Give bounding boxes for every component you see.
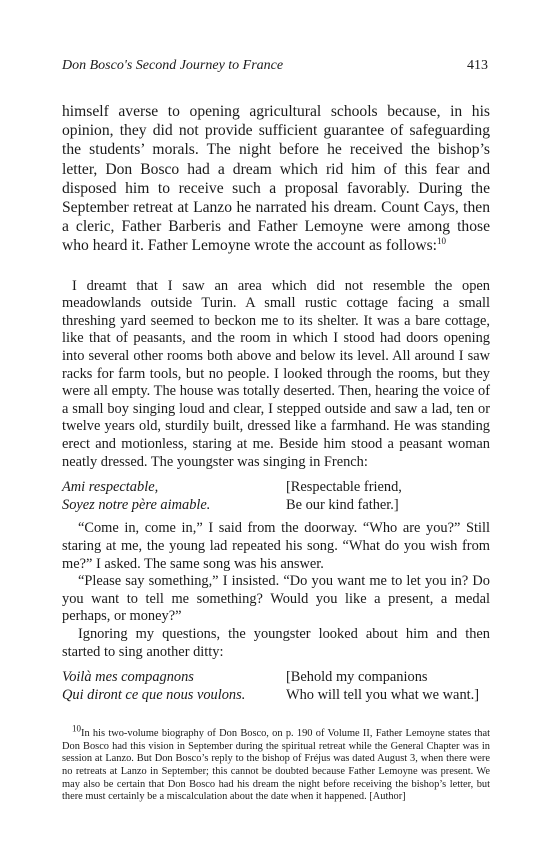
dream-paragraph-4: Ignoring my questions, the youngster looked about him and then started to sing another ditty: — [62, 625, 490, 660]
running-header — [62, 58, 490, 76]
verse-french-line: Voilà mes compagnons — [62, 669, 194, 686]
verse-french-line: Ami respectable, — [62, 479, 159, 496]
body-paragraph — [62, 102, 490, 256]
main-text — [62, 102, 490, 256]
dream-paragraph-3: “Please say something,” I insisted. “Do you want me to let you in? Do you want to tell me something? Would you like a present, a medal perhaps, or money?” — [62, 573, 490, 625]
page-number: 413 — [467, 58, 488, 73]
verse-english-line: Who will tell you what we want.] — [286, 686, 480, 703]
book-page — [62, 58, 490, 804]
verse-block-2 — [62, 669, 490, 704]
dream-account — [62, 278, 490, 705]
dream-paragraph-1: I dreamt that I saw an area which did not resemble the open meadowlands outside Turin. A small rustic cottage facing a small threshing yard seemed to beckon me to its shelter. It was a bare cottage, like that of peasants, and the room in which I stood had doors opening into several other rooms both above and below its level. All around I saw racks for farm tools, but no people. I looked through the rooms, but they were all empty. The house was totally deserted. Then, hearing the voice of a small boy singing loud and clear, I stepped outside and saw a lad, ten or twelve years old, sturdily built, dressed like a farmhand. He was standing erect and motionless, staring at me. Beside him stood a peasant woman neatly dressed. The youngster was singing in French: — [62, 277, 490, 470]
dream-paragraph-2: “Come in, come in,” I said from the doorway. “Who are you?” Still staring at me, the young lad repeated his song. “What do you wish from me?” I asked. The same song was his answer. — [62, 520, 490, 572]
verse-english-line: [Respectable friend, — [286, 479, 402, 496]
footnote-text: In his two-volume biography of Don Bosco, on p. 190 of Volume II, Father Lemoyne states that Don Bosco had this vision in September during the spiritual retreat while the General Chapter was in session at Lanzo. But Don Bosco’s reply to the bishop of Fréjus was dated August 3, when there were no retreats at Lanzo in September; this cannot be doubted because Father Lemoyne was present. We may also be certain that Don Bosco had his dream the night before receiving the bishop’s letter, but there must certainly be a miscalculation about the date when it happened. [Author] — [62, 728, 490, 803]
verse-block-1 — [62, 479, 490, 514]
footnote-reference[interactable]: 10 — [437, 236, 447, 247]
paragraph-text: himself averse to opening agricultural schools because, in his opinion, they did not provide sufficient guarantee of safeguarding the students’ morals. The night before he received the bishop’s letter, Don Bosco had a dream which rid him of this fear and disposed him to receive such a proposal favorably. During the September retreat at Lanzo he narrated his dream. Count Cays, then a cleric, Father Barberis and Father Lemoyne were among those who heard it. Father Lemoyne wrote the account as follows: — [62, 103, 490, 255]
footnote-marker: 10 — [72, 723, 81, 734]
running-title: Don Bosco's Second Journey to France — [62, 58, 284, 73]
verse-english-line: [Behold my companions — [286, 669, 428, 686]
verse-english-line: Be our kind father.] — [286, 496, 399, 513]
footnote — [62, 723, 490, 804]
verse-french-line: Qui diront ce que nous voulons. — [62, 686, 246, 703]
verse-french-line: Soyez notre père aimable. — [62, 496, 211, 513]
footnote-paragraph — [62, 723, 490, 804]
